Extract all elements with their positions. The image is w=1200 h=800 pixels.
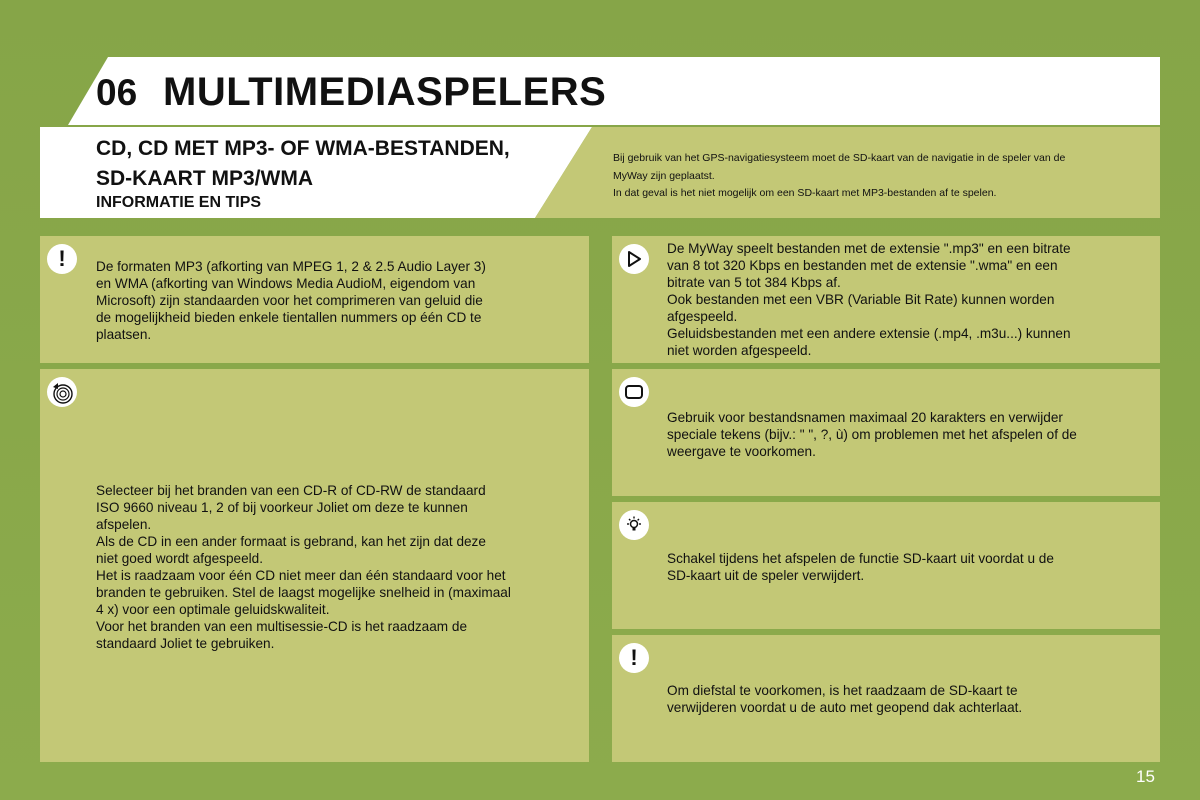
screen-icon (619, 377, 649, 407)
formats-text: De formaten MP3 (afkorting van MPEG 1, 2 & 2.5 Audio Layer 3) en WMA (afkorting van Windows Media AudioM, eigendom van Microsoft) zijn standaarden voor het comprimeren van geluid die de mogelijkheid bieden enkele tientallen nummers op één CD te plaatsen. (96, 259, 486, 342)
lightbulb-icon (619, 510, 649, 540)
page-number: 15 (1136, 767, 1155, 786)
exclamation-icon: ! (619, 643, 649, 673)
disc-icon (47, 377, 77, 407)
exclamation-icon: ! (47, 244, 77, 274)
filenames-text: Gebruik voor bestandsnamen maximaal 20 karakters en verwijder speciale tekens (bijv.: " ", ?, ù) om problemen met het afspelen of de weergave te voorkomen. (667, 410, 1077, 459)
theft-text: Om diefstal te voorkomen, is het raadzaam de SD-kaart te verwijderen voordat u de auto met geopend dak achterlaat. (667, 683, 1023, 715)
chapter-number: 06 (96, 72, 138, 113)
play-icon (619, 244, 649, 274)
sdcard-text: Schakel tijdens het afspelen de functie SD-kaart uit voordat u de SD-kaart uit de speler verwijdert. (667, 551, 1054, 583)
section-title-line1: CD, CD MET MP3- OF WMA-BESTANDEN, (96, 137, 510, 160)
section-title-line2: SD-KAART MP3/WMA (96, 167, 313, 190)
chapter-title: MULTIMEDIASPELERS (163, 70, 607, 114)
section-subtitle: INFORMATIE EN TIPS (96, 194, 262, 211)
extensions-text: De MyWay speelt bestanden met de extensie ".mp3" en een bitrate van 8 tot 320 Kbps en bestanden met de extensie ".wma" en een bitrate van 5 tot 384 Kbps af. Ook bestanden met een VBR (Variable Bit Rate) kunnen worden afgespeeld. Geluidsbestanden met een andere extensie (.mp4, .m3u...) kunnen niet worden afgespeeld. (667, 241, 1071, 358)
burning-text: Selecteer bij het branden van een CD-R of CD-RW de standaard ISO 9660 niveau 1, 2 of bij voorkeur Joliet om deze te kunnen afspelen. Als de CD in een ander formaat is gebrand, kan het zijn dat deze niet goed wordt afgespeeld. Het is raadzaam voor één CD niet meer dan één standaard voor het branden te gebruiken. Stel de laagst mogelijke snelheid in (maximaal 4 x) voor een optimale geluidskwaliteit. Voor het branden van een multisessie-CD is het raadzaam de standaard Joliet te gebruiken. (96, 483, 511, 651)
intro-text: Bij gebruik van het GPS-navigatiesysteem moet de SD-kaart van de navigatie in de speler van de MyWay zijn geplaatst. In dat geval is het niet mogelijk om een SD-kaart met MP3-bestanden af te spelen. (613, 152, 1066, 199)
